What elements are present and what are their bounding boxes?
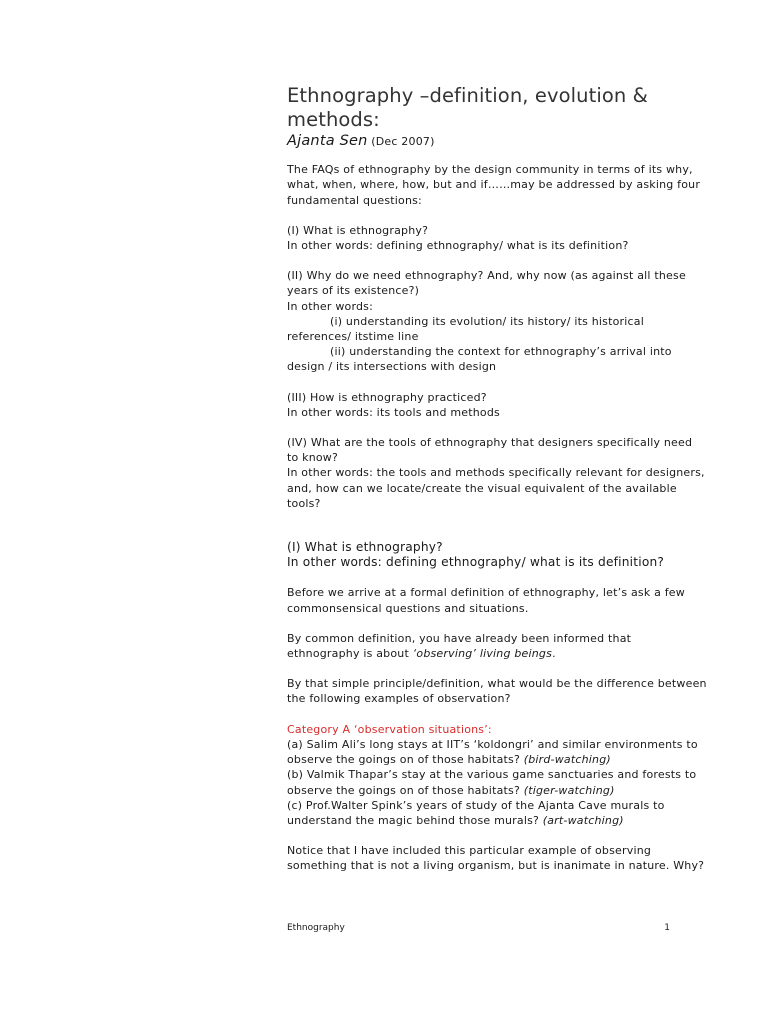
paragraph-2-text: By common definition, you have already been informed that ethnography is about bbox=[287, 631, 632, 661]
paragraph-2 bbox=[287, 631, 707, 661]
section-1-subtitle: In other words: defining ethnography/ what is its definition? bbox=[287, 555, 665, 570]
question-1-other: In other words: defining ethnography/ what is its definition? bbox=[287, 239, 629, 253]
item-c-text: (c) Prof.Walter Spink’s years of study of the Ajanta Cave murals to understand the magic behind those murals? bbox=[287, 798, 665, 827]
question-3-other: In other words: its tools and methods bbox=[287, 405, 500, 419]
question-2-sub-2: (ii) understanding the context for ethnography’s arrival into design / its intersections with design bbox=[287, 345, 672, 374]
paragraph-2-emphasis: ‘observing’ living beings bbox=[412, 647, 553, 661]
author-name: Ajanta Sen bbox=[287, 133, 368, 149]
question-4-other: In other words: the tools and methods specifically relevant for designers, and, how can we locate/create the visual equivalent of the available tools? bbox=[287, 466, 705, 510]
intro-paragraph: The FAQs of ethnography by the design community in terms of its why, what, when, where, how, but and if……may be addressed by asking four fundamental questions: bbox=[287, 163, 701, 207]
question-2-other: In other words: bbox=[287, 299, 373, 313]
question-4 bbox=[287, 435, 707, 511]
author-date: (Dec 2007) bbox=[371, 135, 435, 148]
page-number: 1 bbox=[664, 923, 670, 933]
item-b-tag: (tiger-watching) bbox=[523, 783, 615, 797]
author-line bbox=[287, 134, 707, 149]
item-b-text: (b) Valmik Thapar’s stay at the various game sanctuaries and forests to observe the goings on of those habitats? bbox=[287, 768, 697, 797]
question-4-text: (IV) What are the tools of ethnography that designers specifically need to know? bbox=[287, 436, 693, 465]
question-1 bbox=[287, 223, 707, 253]
section-1-title: (I) What is ethnography? bbox=[287, 540, 443, 555]
item-a-text: (a) Salim Ali’s long stays at IIT’s ‘koldongri’ and similar environments to observe the goings on of those habitats? bbox=[287, 737, 698, 767]
category-a bbox=[287, 722, 707, 828]
page-footer bbox=[287, 923, 670, 933]
item-a-tag: (bird-watching) bbox=[523, 753, 611, 767]
question-2 bbox=[287, 268, 707, 374]
question-3-text: (III) How is ethnography practiced? bbox=[287, 390, 487, 404]
section-1-heading bbox=[287, 540, 707, 570]
item-c-tag: (art-watching) bbox=[542, 813, 624, 827]
paragraph-4: Notice that I have included this particular example of observing something that is not a living organism, but is inanimate in nature. Why? bbox=[287, 844, 705, 873]
question-2-sub-1: (i) understanding its evolution/ its history/ its historical references/ itstime line bbox=[287, 314, 644, 344]
question-3 bbox=[287, 390, 707, 420]
category-a-item-a bbox=[287, 737, 707, 767]
question-1-text: (I) What is ethnography? bbox=[287, 223, 429, 237]
paragraph-1: Before we arrive at a formal definition of ethnography, let’s ask a few commonsensical questions and situations. bbox=[287, 586, 685, 615]
page-title: Ethnography –definition, evolution & methods: bbox=[287, 84, 648, 131]
category-a-item-c bbox=[287, 798, 707, 828]
footer-label: Ethnography bbox=[287, 923, 345, 933]
paragraph-3: By that simple principle/definition, what would be the difference between the following examples of observation? bbox=[287, 677, 707, 706]
paragraph-2-end: . bbox=[552, 647, 556, 661]
document-page bbox=[287, 84, 707, 889]
category-a-heading: Category A ‘observation situations’: bbox=[287, 722, 492, 736]
category-a-item-b bbox=[287, 767, 707, 797]
question-2-text: (II) Why do we need ethnography? And, why now (as against all these years of its existence?) bbox=[287, 269, 686, 298]
